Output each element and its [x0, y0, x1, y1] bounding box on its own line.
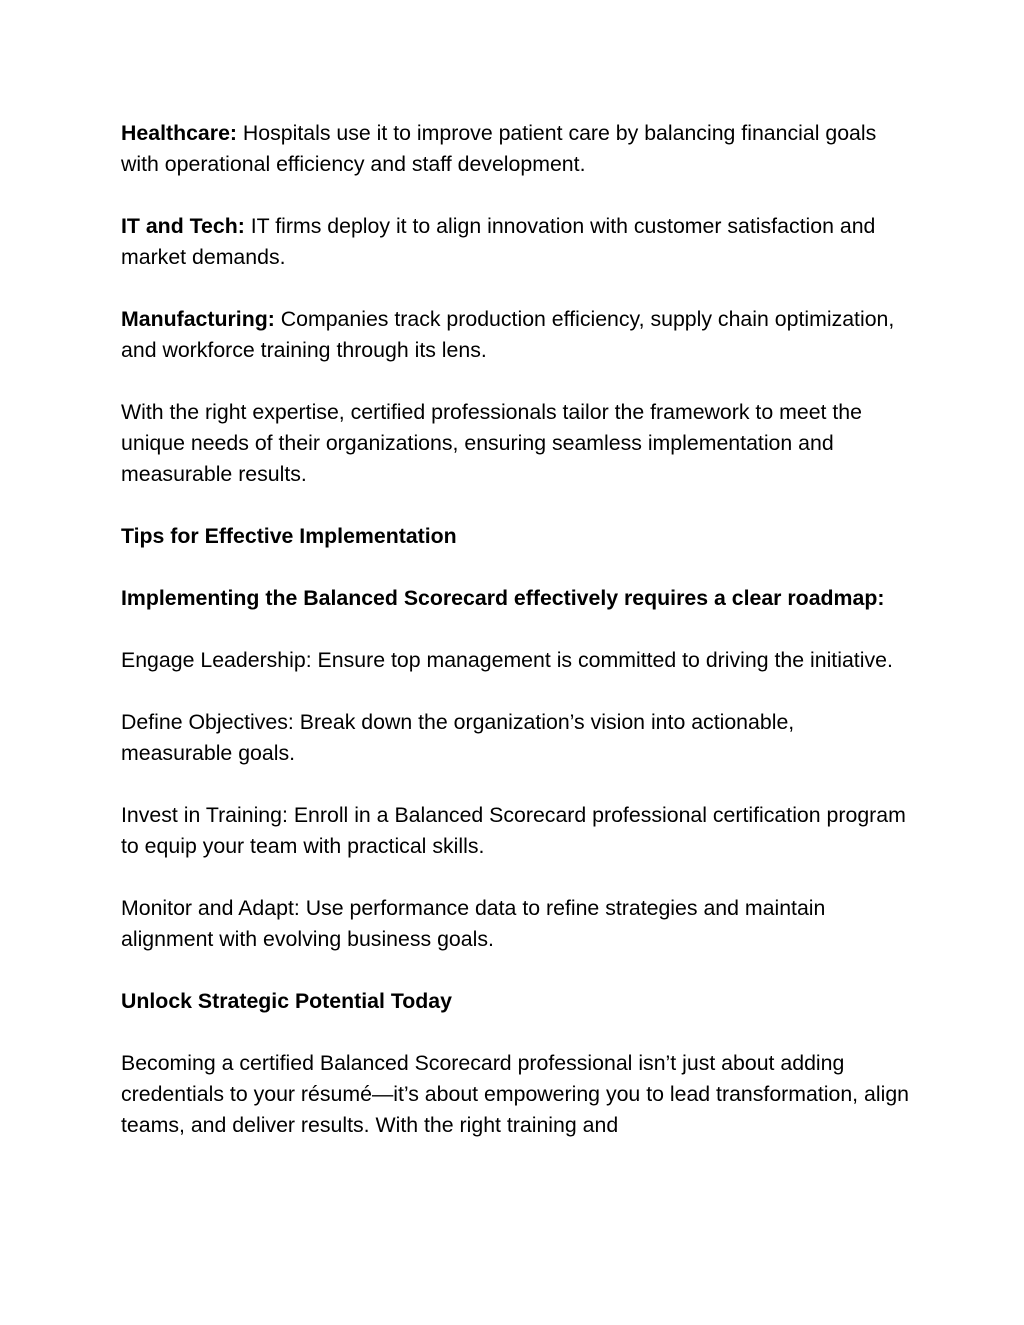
document-page — [121, 118, 911, 1172]
roadmap-intro: Implementing the Balanced Scorecard effectively requires a clear roadmap: — [121, 586, 885, 610]
expertise-paragraph: With the right expertise, certified professionals tailor the framework to meet the unique needs of their organizations, ensuring seamless implementation and measurable results. — [121, 400, 862, 486]
manufacturing-paragraph — [121, 304, 911, 366]
healthcare-paragraph — [121, 118, 911, 180]
invest-training-paragraph: Invest in Training: Enroll in a Balanced Scorecard professional certification program to equip your team with practical skills. — [121, 803, 906, 858]
define-objectives-paragraph: Define Objectives: Break down the organization’s vision into actionable, measurable goals. — [121, 710, 795, 765]
manufacturing-text: Companies track production efficiency, supply chain optimization, and workforce training through its lens. — [121, 307, 895, 362]
healthcare-label: Healthcare: — [121, 121, 237, 145]
it-tech-label: IT and Tech: — [121, 214, 245, 238]
it-tech-text: IT firms deploy it to align innovation with customer satisfaction and market demands. — [121, 214, 876, 269]
healthcare-text: Hospitals use it to improve patient care by balancing financial goals with operational efficiency and staff development. — [121, 121, 877, 176]
engage-leadership-paragraph: Engage Leadership: Ensure top management is committed to driving the initiative. — [121, 648, 893, 672]
unlock-heading: Unlock Strategic Potential Today — [121, 989, 452, 1013]
manufacturing-label: Manufacturing: — [121, 307, 275, 331]
it-tech-paragraph — [121, 211, 911, 273]
closing-paragraph: Becoming a certified Balanced Scorecard professional isn’t just about adding credentials to your résumé—it’s about empowering you to lead transformation, align teams, and deliver results. With the right training and — [121, 1051, 910, 1137]
tips-heading: Tips for Effective Implementation — [121, 524, 457, 548]
monitor-adapt-paragraph: Monitor and Adapt: Use performance data to refine strategies and maintain alignment with evolving business goals. — [121, 896, 826, 951]
